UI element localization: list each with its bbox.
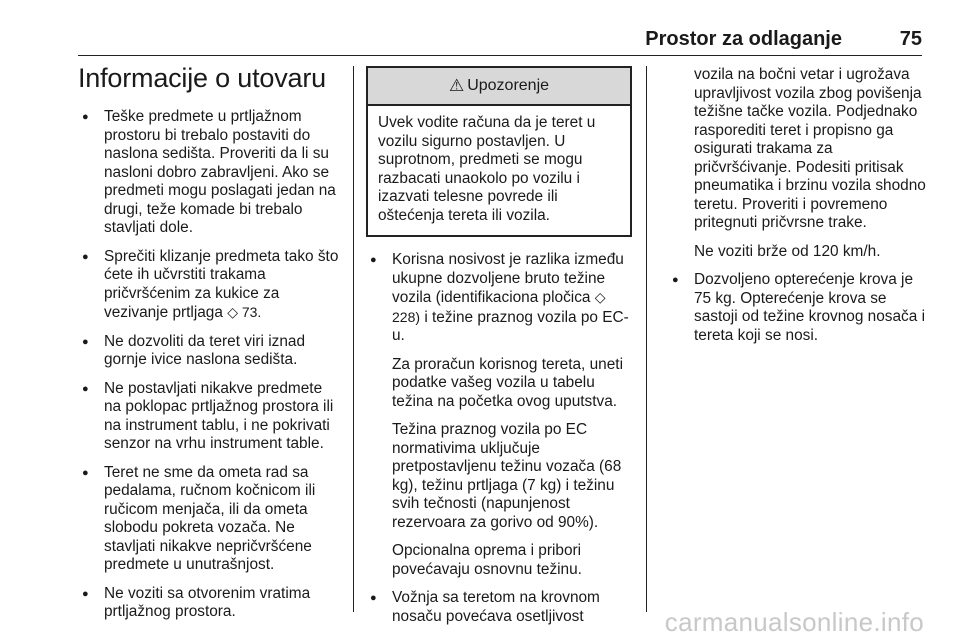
loading-tips-list [78,108,342,622]
list-item: ● Ne dozvoliti da teret viri iznad gornje ivice naslona sedišta. [78,333,342,370]
list-item: ● Vožnja sa teretom na krovnom nosaču povećava osetljivost [366,589,632,626]
list-item: ● Teške predmete u prtljažnom prostoru bi trebalo postaviti do naslona sedišta. Proveriti da li su nasloni dobro zabravljeni. Ako se predmeti mogu poslagati jedan na drugi, teže komade bi trebalo stavljati dole. [78,108,342,238]
column-2 [366,66,632,636]
warning-icon: ⚠ [448,76,465,95]
paragraph: Za proračun korisnog tereta, uneti podatke vašeg vozila u tabelu težina na početka ovog uputstva. [392,355,623,410]
header-rule [78,55,922,56]
list-item: ● Dozvoljeno opterećenje krova je 75 kg. Opterećenje krova se sastoji od težine krovnog nosača i tereta koji se nosi. [668,271,928,345]
column-divider-2 [646,66,647,612]
warning-body: Uvek vodite računa da je teret u vozilu sigurno postavljen. U suprotnom, predmeti se mogu razbacati unaokolo po vozilu i izazvati telesne povrede ili oštećenja tereta ili vozila. [378,114,596,224]
warning-title: Upozorenje [467,77,550,94]
list-item: ● Teret ne sme da ometa rad sa pedalama, ručnom kočnicom ili ručicom menjača, ili da ometa slobodu pokreta vozača. Ne stavljati nikakve nepričvršćene predmete u unutrašnjost. [78,464,342,575]
payload-list [366,251,632,626]
list-item: ● Ne postavljati nikakve predmete na poklopac prtljažnog prostora ili na instrument tablu, i ne pokrivati senzor na vrhu instrument table. [78,380,342,454]
list-item: ● Korisna nosivost je razlika između ukupne dozvoljene bruto težine vozila (identifikaciona pločica ◇ 228) i težine praznog vozila po EC-u. Za proračun korisnog tereta, uneti podatke vašeg vozila u tabelu težina na početka ovog uputstva. Težina praznog vozila po EC normativima uključuje pretpostavljenu težinu vozača (68 kg), težinu prtljaga (7 kg) i težinu svih tečnosti (napunjenost rezervoara za gorivo od 90%). Opcionalna oprema i pribori povećavaju osnovnu težinu. [366,251,632,579]
section-title: Prostor za odlaganje [645,28,842,50]
paragraph: Ne voziti brže od 120 km/h. [694,242,881,260]
page-reference-link[interactable]: ◇ 73. [227,304,262,320]
warning-box [366,66,632,237]
page-reference-link[interactable]: ◇ 228) [392,289,606,325]
page-header [0,26,960,56]
paragraph: Težina praznog vozila po EC normativima uključuje pretpostavljenu težinu vozača (68 kg), težinu prtljaga (7 kg) i težinu svih tečnosti (napunjenost rezervoara za gorivo od 90%). [392,421,622,531]
warning-header [368,68,630,106]
column-3 [668,66,928,355]
page-number: 75 [899,28,922,50]
roof-load-list [668,271,928,345]
paragraph: Opcionalna oprema i pribori povećavaju osnovnu težinu. [392,542,582,578]
column-1 [78,60,342,632]
column-divider-1 [353,66,354,612]
list-item: ● Ne voziti sa otvorenim vratima prtljažnog prostora. [78,585,342,622]
paragraph: vozila na bočni vetar i ugrožava upravljivost vozila zbog povišenja težišne tačke vozila. Podjednako rasporediti teret i propisno ga osigurati trakama za pričvršćivanje. Podesiti pritisak pneumatika i brzinu vozila shodno teretu. Proveriti i povremeno pritegnuti pričvrsne trake. [694,66,926,231]
list-item: ● Sprečiti klizanje predmeta tako što ćete ih učvrstiti trakama pričvršćenim za kukice za vezivanje prtljaga ◇ 73. [78,248,342,323]
page-title: Informacije o utovaru [78,63,326,93]
watermark: carmanualsonline.info [664,607,924,637]
